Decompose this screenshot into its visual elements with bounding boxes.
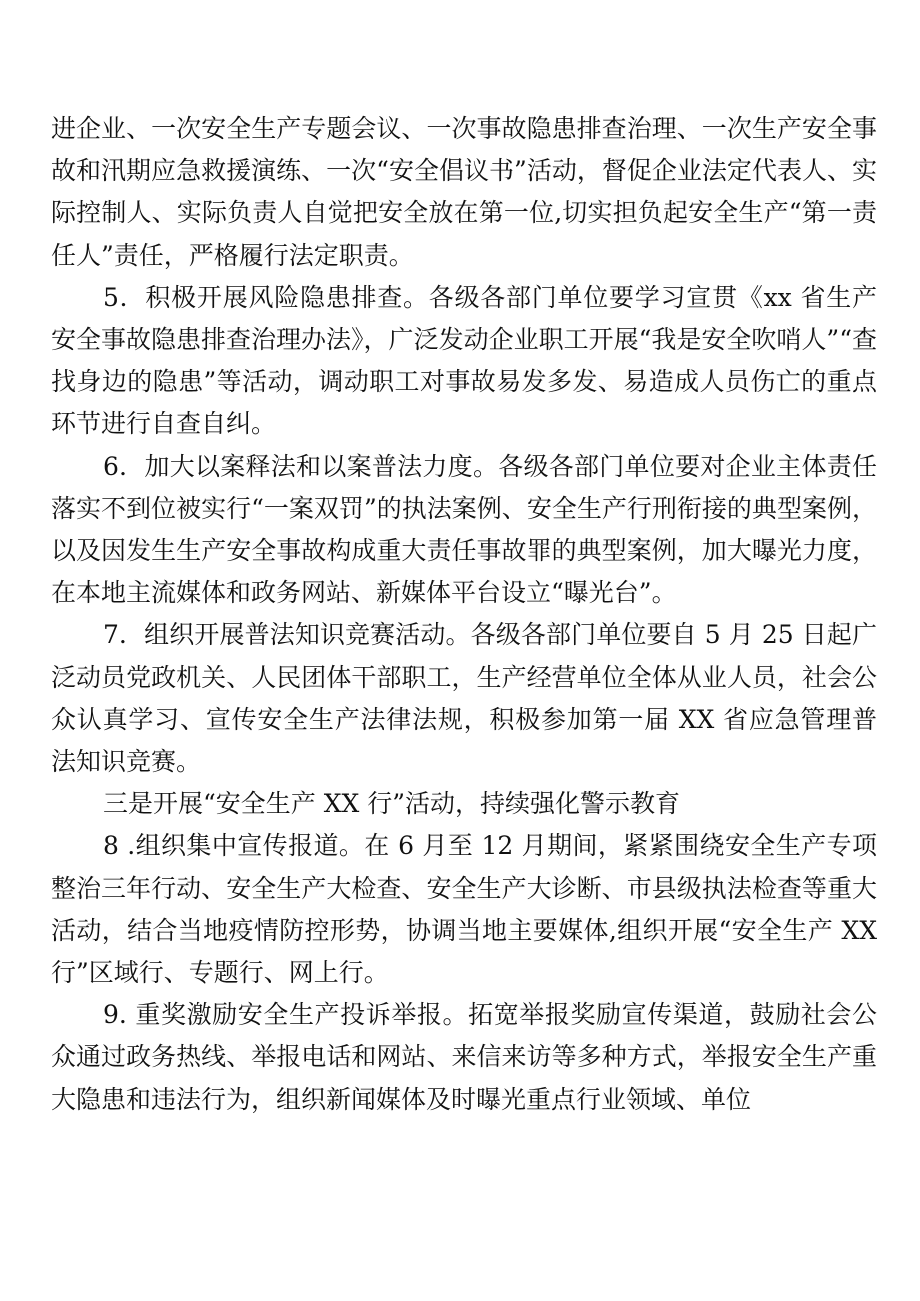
document-body: [51, 108, 877, 1121]
paragraph-continuation: 进企业、一次安全生产专题会议、一次事故隐患排查治理、一次生产安全事故和汛期应急救援演练、一次“安全倡议书”活动，督促企业法定代表人、实际控制人、实际负责人自觉把安全放在第一位,切实担负起安全生产“第一责任人”责任，严格履行法定职责。: [51, 114, 877, 270]
paragraph-item-8: 8 .组织集中宣传报道。在 6 月至 12 月期间，紧紧围绕安全生产专项整治三年行动、安全生产大检查、安全生产大诊断、市县级执法检查等重大活动，结合当地疫情防控形势，协调当地主要媒体,组织开展“安全生产 XX 行”区域行、专题行、网上行。: [51, 831, 877, 988]
paragraph-item-7: 7．组织开展普法知识竞赛活动。各级各部门单位要自 5 月 25 日起广泛动员党政机关、人民团体干部职工，生产经营单位全体从业人员，社会公众认真学习、宣传安全生产法律法规，积极参加第一届 XX 省应急管理普法知识竞赛。: [51, 620, 877, 777]
paragraph-item-9: 9. 重奖激励安全生产投诉举报。拓宽举报奖励宣传渠道，鼓励社会公众通过政务热线、举报电话和网站、来信来访等多种方式，举报安全生产重大隐患和违法行为，组织新闻媒体及时曝光重点行业领域、单位: [51, 1000, 877, 1114]
paragraph-item-6: 6．加大以案释法和以案普法力度。各级各部门单位要对企业主体责任落实不到位被实行“一案双罚”的执法案例、安全生产行刑衔接的典型案例，以及因发生生产安全事故构成重大责任事故罪的典型案例，加大曝光力度，在本地主流媒体和政务网站、新媒体平台设立“曝光台”。: [51, 451, 877, 608]
section-heading-3: 三是开展“安全生产 XX 行”活动，持续强化警示教育: [103, 789, 681, 819]
paragraph-item-5: 5．积极开展风险隐患排查。各级各部门单位要学习宣贯《xx 省生产安全事故隐患排查治理办法》，广泛发动企业职工开展“我是安全吹哨人”“查找身边的隐患”等活动，调动职工对事故易发多发、易造成人员伤亡的重点环节进行自查自纠。: [51, 282, 877, 439]
